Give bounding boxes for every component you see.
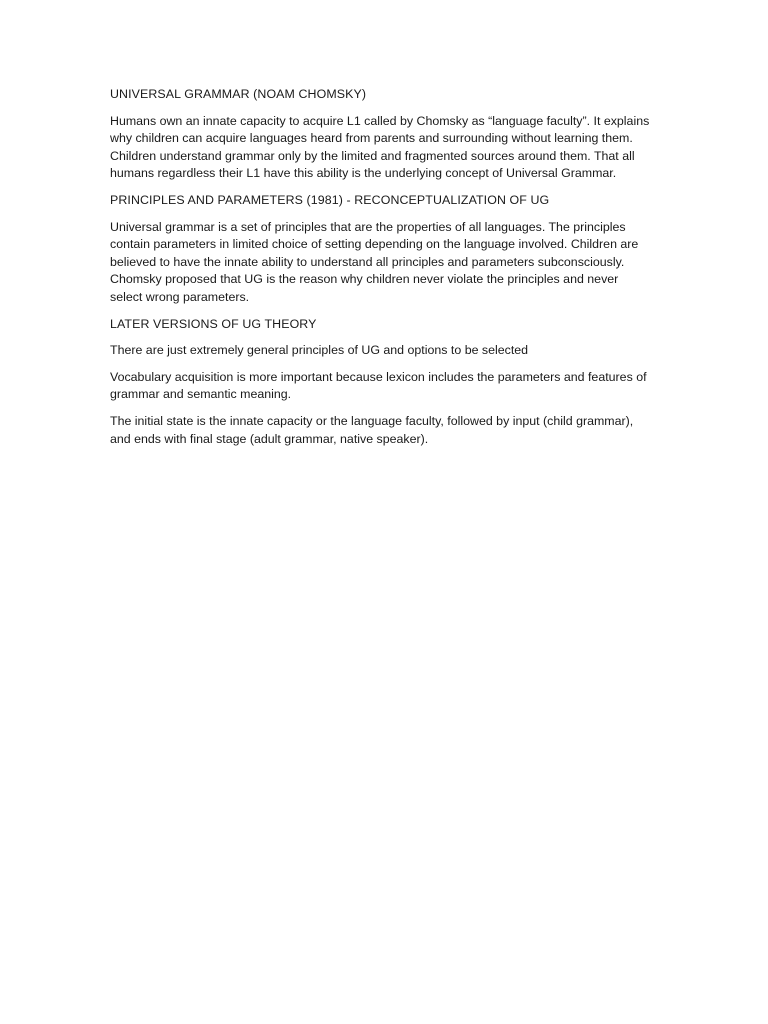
section-later-versions <box>110 316 650 449</box>
section-heading: UNIVERSAL GRAMMAR (NOAM CHOMSKY) <box>110 87 367 101</box>
document-page <box>110 86 650 457</box>
paragraph: There are just extremely general principles of UG and options to be selected <box>110 343 529 358</box>
paragraph: Universal grammar is a set of principles that are the properties of all languages. The principles contain parameters in limited choice of setting depending on the language involved. Children are believed to have the innate ability to understand all principles and parameters subconsciously. Chomsky proposed that UG is the reason why children never violate the principles and never select wrong parameters. <box>110 219 639 304</box>
paragraph: Vocabulary acquisition is more important because lexicon includes the parameters and features of grammar and semantic meaning. <box>110 369 647 402</box>
section-heading: PRINCIPLES AND PARAMETERS (1981) - RECONCEPTUALIZATION OF UG <box>110 192 550 207</box>
paragraph: Humans own an innate capacity to acquire L1 called by Chomsky as “language faculty”. It explains why children can acquire languages heard from parents and surrounding without learning them. Children understand grammar only by the limited and fragmented sources around them. That all humans regardless their L1 have this ability is the underlying concept of Universal Grammar. <box>110 113 650 181</box>
section-universal-grammar <box>110 86 650 183</box>
section-heading: LATER VERSIONS OF UG THEORY <box>110 316 317 331</box>
section-principles-and-parameters <box>110 192 650 307</box>
paragraph: The initial state is the innate capacity or the language faculty, followed by input (child grammar), and ends with final stage (adult grammar, native speaker). <box>110 413 634 446</box>
